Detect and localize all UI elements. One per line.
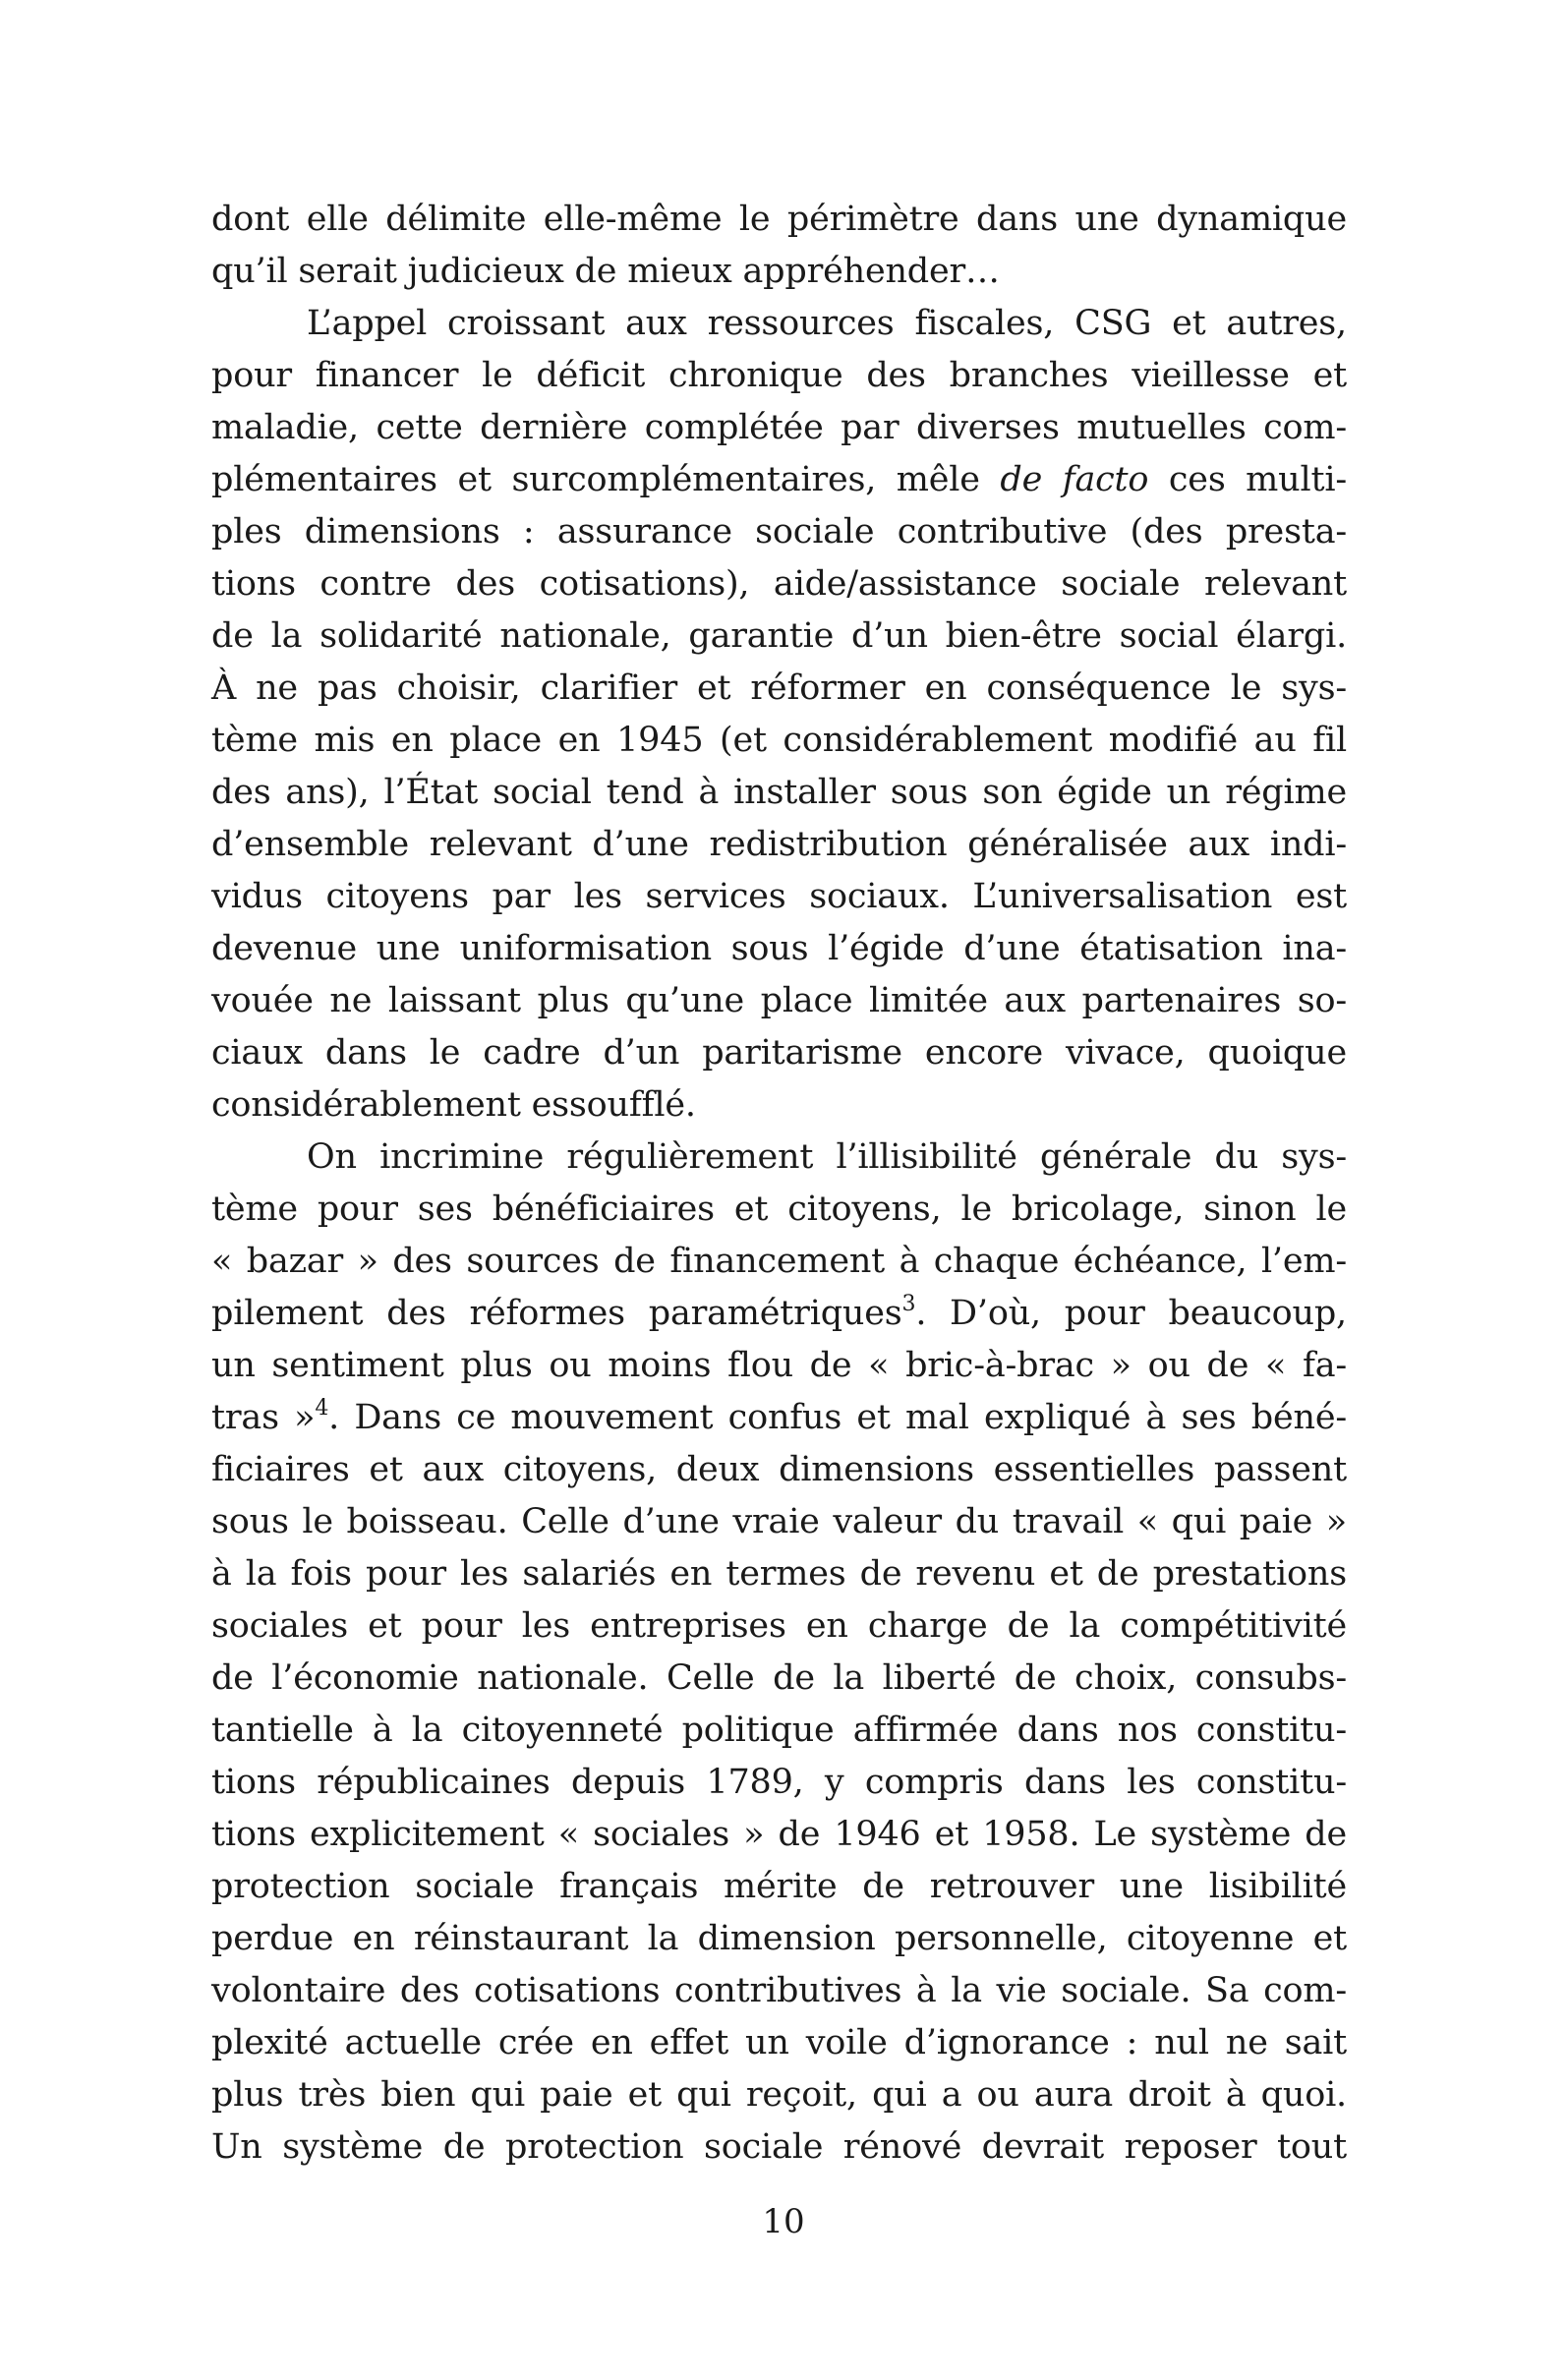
text-line: tantielle à la citoyenneté politique affirmée dans nos constitu- — [211, 1711, 1347, 1750]
page-number: 10 — [762, 2202, 805, 2241]
text-line: protection sociale français mérite de retrouver une lisibilité — [211, 1867, 1347, 1906]
text-segment: tras » — [211, 1398, 316, 1437]
text-line: vidus citoyens par les services sociaux. L’universalisation est — [211, 877, 1347, 916]
text-line: un sentiment plus ou moins flou de « bric-à-brac » ou de « fa- — [211, 1346, 1347, 1385]
text-line: dont elle délimite elle-même le périmètre dans une dynamique — [211, 200, 1347, 239]
text-segment: plémentaires et surcomplémentaires, mêle — [211, 460, 1001, 499]
text-line: plus très bien qui paie et qui reçoit, qui a ou aura droit à quoi. — [211, 2075, 1347, 2115]
text-segment: ces multi- — [1148, 460, 1347, 499]
text-line: des ans), l’État social tend à installer sous son égide un régime — [211, 773, 1347, 812]
text-line: tème mis en place en 1945 (et considérablement modifié au fil — [211, 721, 1347, 760]
text-line: qu’il serait judicieux de mieux appréhender… — [211, 252, 1000, 291]
text-line: tème pour ses bénéficiaires et citoyens, le bricolage, sinon le — [211, 1190, 1347, 1229]
text-line: vouée ne laissant plus qu’une place limitée aux partenaires so- — [211, 981, 1347, 1020]
text-line — [211, 454, 1347, 506]
text-line: ciaux dans le cadre d’un paritarisme encore vivace, quoique — [211, 1033, 1347, 1073]
text-line: On incrimine régulièrement l’illisibilité générale du sys- — [307, 1137, 1347, 1177]
text-line: pour financer le déficit chronique des branches vieillesse et — [211, 356, 1347, 395]
text-line: ples dimensions : assurance sociale contributive (des presta- — [211, 512, 1347, 551]
text-segment: . Dans ce mouvement confus et mal expliqué à ses béné- — [328, 1398, 1347, 1437]
text-line: À ne pas choisir, clarifier et réformer en conséquence le sys- — [211, 668, 1347, 708]
text-line: L’appel croissant aux ressources fiscales, CSG et autres, — [307, 304, 1347, 343]
text-line: considérablement essoufflé. — [211, 1085, 696, 1125]
text-line: sous le boisseau. Celle d’une vraie valeur du travail « qui paie » — [211, 1502, 1347, 1541]
body-text — [211, 194, 1347, 2174]
text-line — [211, 1288, 1347, 1340]
text-line: ficiaires et aux citoyens, deux dimensions essentielles passent — [211, 1450, 1347, 1489]
text-line: de la solidarité nationale, garantie d’un bien-être social élargi. — [211, 616, 1347, 656]
text-line: sociales et pour les entreprises en charge de la compétitivité — [211, 1606, 1347, 1646]
text-line — [211, 1392, 1347, 1444]
footnote-ref[interactable]: 4 — [315, 1396, 329, 1421]
text-line: Un système de protection sociale rénové devrait reposer tout — [211, 2127, 1347, 2167]
text-line: à la fois pour les salariés en termes de revenu et de prestations — [211, 1554, 1347, 1594]
text-line: plexité actuelle crée en effet un voile d’ignorance : nul ne sait — [211, 2023, 1347, 2062]
text-line: devenue une uniformisation sous l’égide d’une étatisation ina- — [211, 929, 1347, 968]
footnote-ref[interactable]: 3 — [901, 1292, 916, 1316]
text-line: perdue en réinstaurant la dimension personnelle, citoyenne et — [211, 1919, 1347, 1958]
text-line: tions contre des cotisations), aide/assistance sociale relevant — [211, 564, 1347, 604]
text-line: d’ensemble relevant d’une redistribution généralisée aux indi- — [211, 825, 1347, 864]
text-line: maladie, cette dernière complétée par diverses mutuelles com- — [211, 408, 1347, 447]
text-segment: pilement des réformes paramétriques — [211, 1294, 902, 1333]
text-line: tions républicaines depuis 1789, y compris dans les constitu- — [211, 1763, 1347, 1802]
text-line: de l’économie nationale. Celle de la liberté de choix, consubs- — [211, 1658, 1347, 1698]
text-segment: . D’où, pour beaucoup, — [915, 1294, 1347, 1333]
text-line: « bazar » des sources de financement à chaque échéance, l’em- — [211, 1242, 1347, 1281]
italic-term: de facto — [1000, 460, 1149, 499]
text-line: volontaire des cotisations contributives à la vie sociale. Sa com- — [211, 1971, 1347, 2010]
text-line: tions explicitement « sociales » de 1946 et 1958. Le système de — [211, 1815, 1347, 1854]
